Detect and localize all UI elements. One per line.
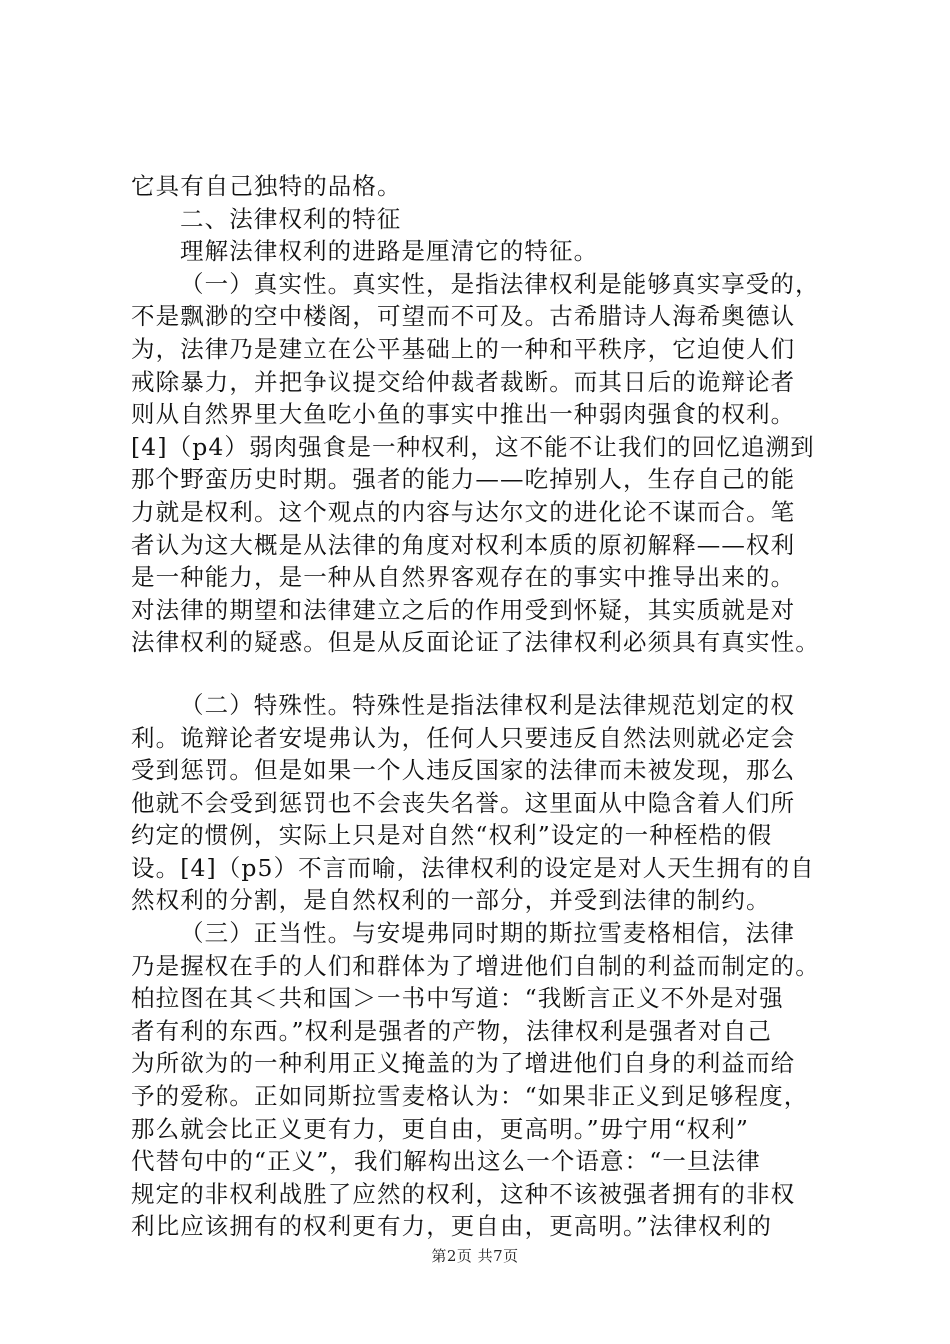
text-line: 不是飘渺的空中楼阁，可望而不可及。古希腊诗人海希奥德认: [131, 302, 796, 331]
page-footer: 第2页 共7页: [431, 1247, 519, 1265]
text-line: （一）真实性。真实性，是指法律权利是能够真实享受的，: [180, 269, 820, 298]
text-line: [4]（p4）弱肉强食是一种权利，这不能不让我们的回忆追溯到: [131, 432, 815, 461]
text-line: 为，法律乃是建立在公平基础上的一种和平秩序，它迫使人们: [131, 334, 796, 363]
text-line: 然权利的分割，是自然权利的一部分，并受到法律的制约。: [131, 886, 771, 915]
text-line: 是一种能力，是一种从自然界客观存在的事实中推导出来的。: [131, 563, 796, 592]
text-line: 对法律的期望和法律建立之后的作用受到怀疑，其实质就是对: [131, 595, 796, 624]
text-line: 为所欲为的一种利用正义掩盖的为了增进他们自身的利益而给: [131, 1049, 796, 1078]
text-line: 予的爱称。正如同斯拉雪麦格认为：“如果非正义到足够程度，: [131, 1082, 809, 1111]
text-line: 利。诡辩论者安堤弗认为，任何人只要违反自然法则就必定会: [131, 723, 796, 752]
text-line: 者有利的东西。”权利是强者的产物，法律权利是强者对自己: [131, 1016, 772, 1045]
section-heading: 二、法律权利的特征: [180, 204, 402, 233]
text-line: 那么就会比正义更有力，更自由，更高明。”毋宁用“权利”: [131, 1114, 749, 1143]
text-line: 理解法律权利的进路是厘清它的特征。: [180, 237, 599, 266]
text-line: 那个野蛮历史时期。强者的能力——吃掉别人，生存自己的能: [131, 465, 796, 494]
text-line: 代替句中的“正义”，我们解构出这么一个语意：“一旦法律: [131, 1147, 761, 1176]
text-line: 乃是握权在手的人们和群体为了增进他们自制的利益而制定的。: [131, 951, 820, 980]
text-line: （三）正当性。与安堤弗同时期的斯拉雪麦格相信，法律: [180, 919, 795, 948]
text-line: 他就不会受到惩罚也不会丧失名誉。这里面从中隐含着人们所: [131, 788, 796, 817]
text-line: 受到惩罚。但是如果一个人违反国家的法律而未被发现，那么: [131, 756, 796, 785]
text-line: 设。[4]（p5）不言而喻，法律权利的设定是对人天生拥有的自: [131, 853, 815, 882]
text-line: 规定的非权利战胜了应然的权利，这种不该被强者拥有的非权: [131, 1179, 796, 1208]
text-line: 它具有自己独特的品格。: [131, 172, 402, 200]
text-line: 柏拉图在其＜共和国＞一书中写道：“我断言正义不外是对强: [131, 984, 784, 1013]
paragraph-gap: [131, 659, 849, 689]
text-line: 利比应该拥有的权利更有力，更自由，更高明。”法律权利的: [131, 1212, 772, 1241]
text-line: 则从自然界里大鱼吃小鱼的事实中推出一种弱肉强食的权利。: [131, 400, 796, 429]
text-line: 约定的惯例，实际上只是对自然“权利”设定的一种桎梏的假: [131, 821, 773, 850]
text-line: 法律权利的疑惑。但是从反面论证了法律权利必须具有真实性。: [131, 628, 820, 657]
text-line: 力就是权利。这个观点的内容与达尔文的进化论不谋而合。笔: [131, 497, 796, 526]
document-body: [131, 170, 849, 1243]
text-line: 戒除暴力，并把争议提交给仲裁者裁断。而其日后的诡辩论者: [131, 367, 796, 396]
text-line: 者认为这大概是从法律的角度对权利本质的原初解释——权利: [131, 530, 796, 559]
text-line: （二）特殊性。特殊性是指法律权利是法律规范划定的权: [180, 690, 795, 719]
